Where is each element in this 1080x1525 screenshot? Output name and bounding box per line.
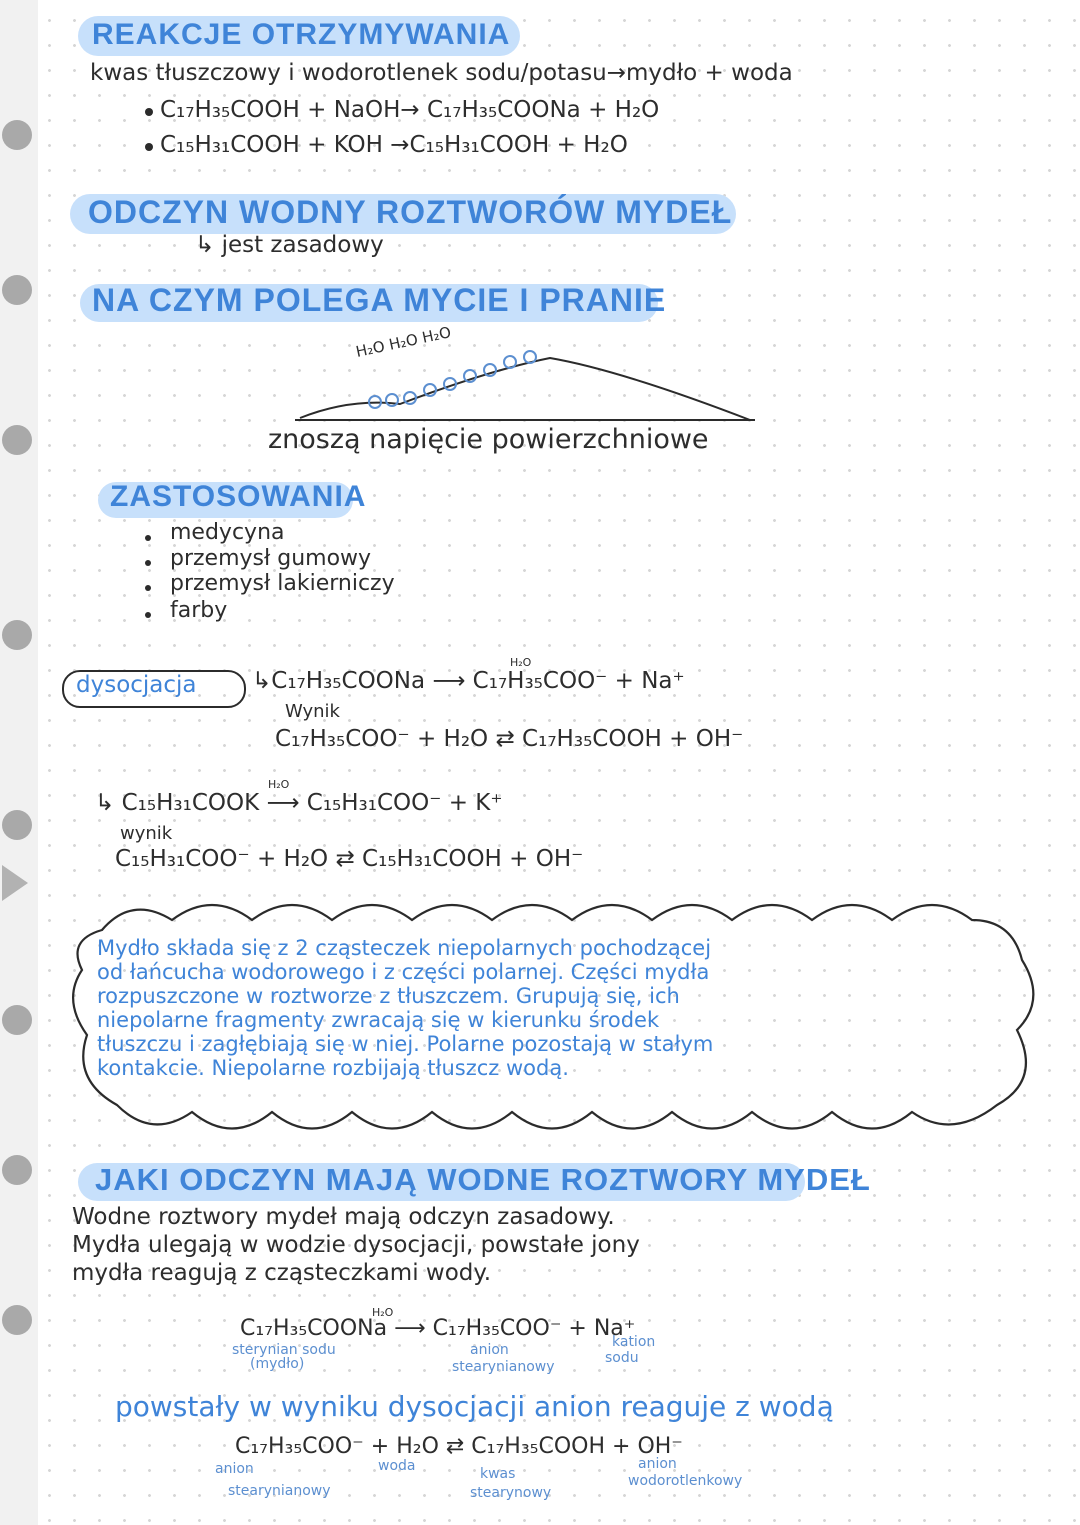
bullet <box>145 560 151 566</box>
cloud-line: Mydło składa się z 2 cząsteczek niepolarnych pochodzącej <box>97 936 712 960</box>
binder-notch <box>2 865 28 901</box>
reaction-1: C₁₇H₃₅COOH + NaOH→ C₁₇H₃₅COONa + H₂O <box>160 97 660 123</box>
over-arrow-label: H₂O <box>268 778 290 791</box>
zastosowanie-item: farby <box>170 598 228 623</box>
label-anion: anion <box>470 1342 509 1358</box>
equation-soap: C₁₇H₃₅COONa ⟶ C₁₇H₃₅COO⁻ + Na⁺ <box>240 1316 636 1341</box>
label-anion: anion <box>215 1461 254 1477</box>
surface-tension-caption: znoszą napięcie powierzchniowe <box>268 424 709 455</box>
cloud-line: od łańcucha wodorowego i z części polarnej. Części mydła <box>97 960 710 984</box>
odczyn-line: mydła reagują z cząsteczkami wody. <box>72 1260 492 1286</box>
cloud-line: kontakcie. Niepolarne rozbijają tłuszcz wodą. <box>97 1056 569 1080</box>
label-stearynianowy: stearynianowy <box>452 1359 555 1375</box>
binder-hole <box>2 620 32 650</box>
cloud-line: tłuszczu i zagłębiają się w niej. Polarne pozostają w stałym <box>97 1032 714 1056</box>
label-stearynianowy: stearynianowy <box>228 1483 331 1499</box>
bullet <box>145 108 153 116</box>
dissociation-eq-1: ↳C₁₇H₃₅COONa ⟶ C₁₇H₃₅COO⁻ + Na⁺ <box>252 668 685 694</box>
label-stearynowy: stearynowy <box>470 1485 552 1501</box>
label-mydlo: (mydło) <box>250 1356 305 1372</box>
dissociation-eq-3: ↳ C₁₅H₃₁COOK ⟶ C₁₅H₃₁COO⁻ + K⁺ <box>95 790 503 816</box>
dissociation-eq-4: C₁₅H₃₁COO⁻ + H₂O ⇄ C₁₅H₃₁COOH + OH⁻ <box>115 846 584 872</box>
zastosowanie-item: medycyna <box>170 520 285 545</box>
heading-zastosowania: ZASTOSOWANIA <box>110 480 367 513</box>
over-arrow-label: H₂O <box>510 656 532 669</box>
over-arrow-label: H₂O <box>372 1306 394 1319</box>
binder-hole <box>2 1155 32 1185</box>
zastosowanie-item: przemysł gumowy <box>170 546 372 571</box>
label-wodorotlenkowy: wodorotlenkowy <box>628 1473 743 1489</box>
odczyn-line: Mydła ulegają w wodzie dysocjacji, powstałe jony <box>72 1232 640 1258</box>
label-anion: anion <box>638 1456 677 1472</box>
binder-hole <box>2 425 32 455</box>
reaction-intro: kwas tłuszczowy i wodorotlenek sodu/potasu→mydło + woda <box>90 60 793 86</box>
anion-sentence: powstały w wyniku dysocjacji anion reaguje z wodą <box>115 1390 834 1423</box>
heading-odczyn: ODCZYN WODNY ROZTWORÓW MYDEŁ <box>88 194 733 230</box>
odczyn-answer: ↳ jest zasadowy <box>195 232 384 258</box>
heading-mycie: NA CZYM POLEGA MYCIE I PRANIE <box>92 282 667 318</box>
cloud-line: niepolarne fragmenty zwracają się w kierunku środek <box>97 1008 660 1032</box>
bullet <box>145 143 153 151</box>
binder-hole <box>2 1305 32 1335</box>
label-kwas: kwas <box>480 1466 516 1482</box>
equation-anion: C₁₇H₃₅COO⁻ + H₂O ⇄ C₁₇H₃₅COOH + OH⁻ <box>235 1434 683 1459</box>
binder-hole <box>2 120 32 150</box>
result-label: Wynik <box>285 701 340 722</box>
heading-jaki-odczyn: JAKI ODCZYN MAJĄ WODNE ROZTWORY MYDEŁ <box>95 1162 871 1197</box>
bullet <box>145 612 151 618</box>
heading-reakcje: REAKCJE OTRZYMYWANIA <box>92 18 511 51</box>
dysocjacja-label: dysocjacja <box>76 672 197 698</box>
binder-hole <box>2 275 32 305</box>
label-kation: kation <box>612 1334 656 1350</box>
water-label: H₂O H₂O H₂O <box>354 323 453 361</box>
zastosowanie-item: przemysł lakierniczy <box>170 571 395 596</box>
reaction-2: C₁₅H₃₁COOH + KOH →C₁₅H₃₁COOH + H₂O <box>160 132 628 158</box>
bullet <box>145 535 151 541</box>
result-label: wynik <box>120 823 173 844</box>
cloud-line: rozpuszczone w roztworze z tłuszczem. Grupują się, ich <box>97 984 680 1008</box>
label-sodu: sodu <box>605 1350 639 1366</box>
binder-hole <box>2 1005 32 1035</box>
binder-hole <box>2 810 32 840</box>
odczyn-line: Wodne roztwory mydeł mają odczyn zasadowy. <box>72 1204 615 1230</box>
binder-margin <box>0 0 38 1525</box>
label-sterynian: sterynian sodu <box>232 1342 336 1358</box>
bullet <box>145 585 151 591</box>
label-woda: woda <box>378 1458 416 1474</box>
dissociation-eq-2: C₁₇H₃₅COO⁻ + H₂O ⇄ C₁₇H₃₅COOH + OH⁻ <box>275 726 744 752</box>
